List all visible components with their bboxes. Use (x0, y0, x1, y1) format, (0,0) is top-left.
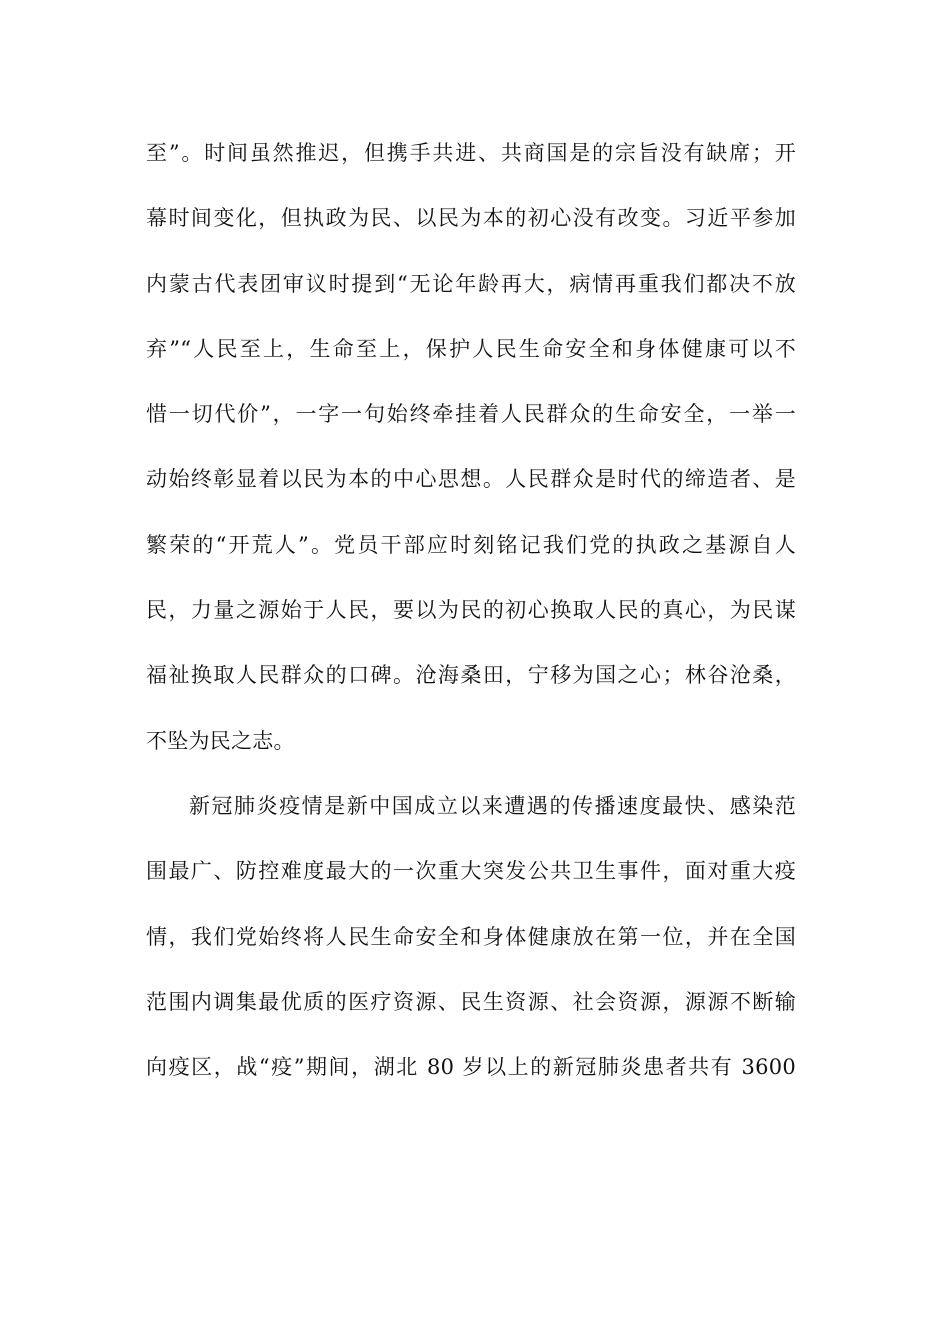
text-line: 繁荣的“开荒人”。党员干部应时刻铭记我们党的执政之基源自人 (146, 532, 796, 557)
text-line: 情，我们党始终将人民生命安全和身体健康放在第一位，并在全国 (146, 924, 796, 949)
paragraph-end-line: 不坠为民之志。 (146, 728, 295, 753)
text-line: 动始终彰显着以民为本的中心思想。人民群众是时代的缔造者、是 (146, 467, 796, 492)
text-line: 福祉换取人民群众的口碑。沧海桑田，宁移为国之心；林谷沧桑， (146, 663, 796, 688)
text-line: 至”。时间虽然推迟，但携手共进、共商国是的宗旨没有缺席；开 (146, 141, 796, 165)
text-line: 民，力量之源始于人民，要以为民的初心换取人民的真心，为民谋 (146, 598, 796, 623)
body-text (146, 128, 796, 1107)
paragraph-first-line: 新冠肺炎疫情是新中国成立以来遭遇的传播速度最快、感染范 (189, 793, 796, 818)
text-line: 弃”“人民至上，生命至上，保护人民生命安全和身体健康可以不 (146, 336, 796, 361)
text-line: 幕时间变化，但执政为民、以民为本的初心没有改变。习近平参加 (146, 206, 796, 231)
text-line: 围最广、防控难度最大的一次重大突发公共卫生事件，面对重大疫 (146, 859, 796, 884)
text-line: 范围内调集最优质的医疗资源、民生资源、社会资源，源源不断输 (146, 989, 796, 1014)
text-line: 惜一切代价”，一字一句始终牵挂着人民群众的生命安全，一举一 (146, 402, 796, 427)
text-line: 向疫区，战“疫”期间，湖北 80 岁以上的新冠肺炎患者共有 3600 (146, 1055, 796, 1080)
text-line: 内蒙古代表团审议时提到“无论年龄再大，病情再重我们都决不放 (146, 271, 796, 296)
